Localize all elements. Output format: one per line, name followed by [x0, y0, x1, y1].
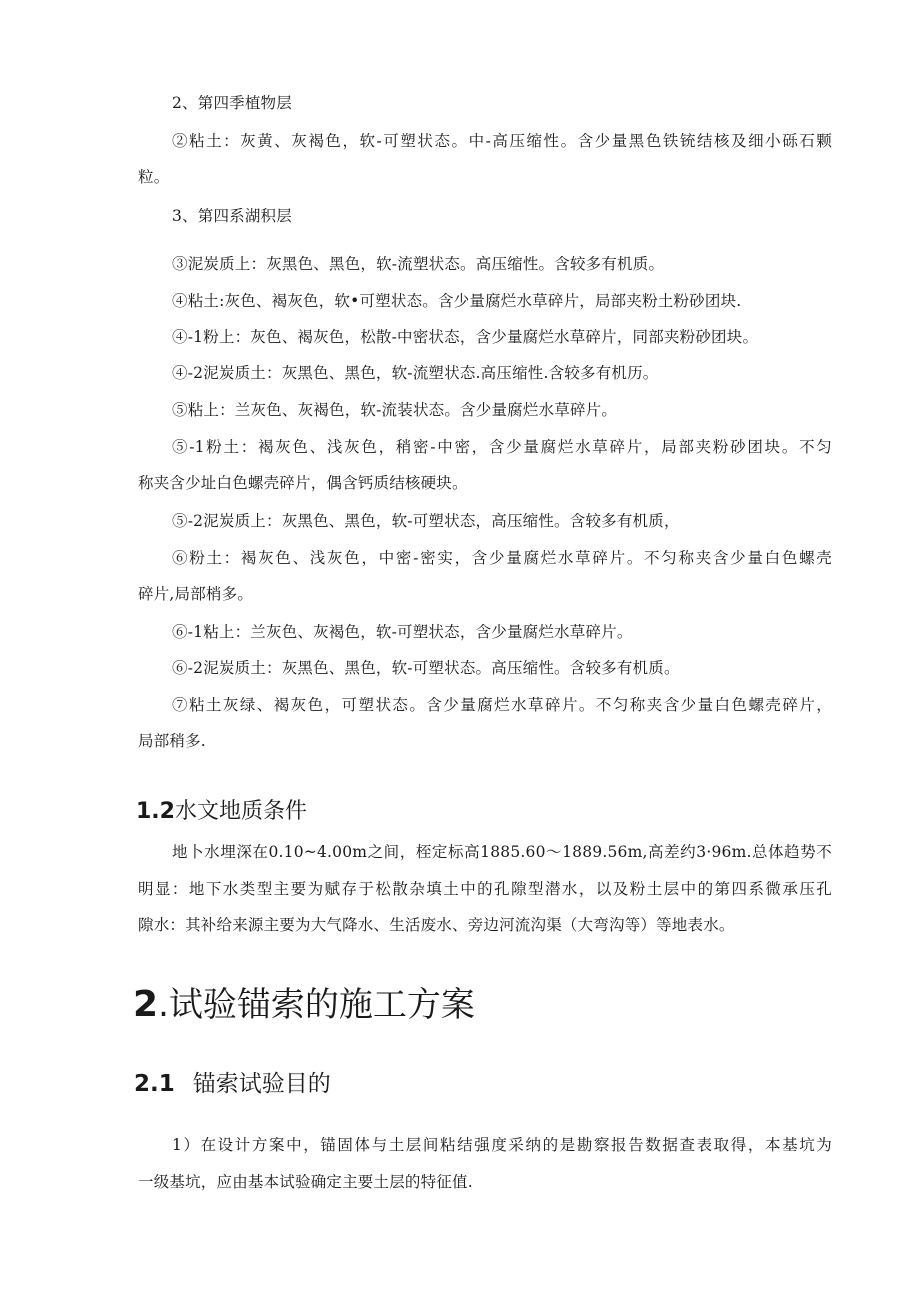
paragraph-silt-6-line1: ⑥粉土：褐灰色、浅灰色，中密-密实，含少量腐烂水草碎片。不匀称夹含少量白色螺壳 — [172, 549, 832, 567]
purpose-paragraph-line1: 1）在设计方案中，锚固体与土层间粘结强度采纳的是勘察报告数据查表取得，本基坑为 — [172, 1136, 832, 1154]
paragraph-peat-5-2: ⑤-2泥炭质上：灰黑色、黑色，软-可塑状态，高压缩性。含较多有机质， — [172, 512, 680, 530]
heading-2-1-text: 锚索试验目的 — [192, 1071, 331, 1097]
paragraph-silt-4-1: ④-1粉上：灰色、褐灰色，松散-中密状态，含少量腐烂水草碎片，同部夹粉砂团块。 — [172, 328, 759, 346]
paragraph-silt-6-line2: 碎片,局部梢多。 — [138, 585, 254, 603]
heading-1-2 — [136, 797, 307, 827]
paragraph-peat-6-2: ⑥-2泥炭质土：灰黑色、黑色，软-可塑状态。高压缩性。含较多有机质。 — [172, 659, 680, 677]
paragraph-clay-5: ⑤粘上：兰灰色、灰褐色，软-流装状态。含少量腐烂水草碎片。 — [172, 401, 618, 419]
paragraph-clay-6-1: ⑥-1粘上：兰灰色、灰褐色，软-可塑状态，含少量腐烂水草碎片。 — [172, 623, 633, 641]
paragraph-peat-3: ③泥炭质上：灰黑色、黑色，软-流塑状态。高压缩性。含较多有机质。 — [172, 255, 665, 273]
paragraph-peat-4-2: ④-2泥炭质土：灰黑色、黑色，软-流塑状态.高压缩性.含较多有机历。 — [172, 364, 659, 382]
hydro-paragraph-line3: 隙水：其补给来源主要为大气降水、生活废水、旁边河流沟渠（大弯沟等）等地表水。 — [138, 916, 735, 934]
hydro-paragraph-line2: 明显：地下水类型主要为赋存于松散杂填土中的孔隙型潜水，以及粉土层中的第四系微承压孔 — [138, 880, 832, 898]
heading-1-2-number: 1.2 — [136, 799, 175, 824]
heading-2-1 — [134, 1068, 331, 1100]
paragraph-clay-2-line2: 粒。 — [138, 168, 170, 186]
paragraph-silt-5-1-line1: ⑤-1粉土：褐灰色、浅灰色，稍密-中密，含少量腐烂水草碎片，局部夹粉砂团块。不匀 — [172, 438, 832, 456]
section-title-lacustrine-layer: 3、第四系湖积层 — [172, 207, 292, 225]
heading-2-number: 2 — [133, 984, 159, 1025]
hydro-paragraph-line1: 地卜水埋深在0.10~4.00m之间，桎定标高1885.60～1889.56m,高差约3·96m.总体趋势不 — [172, 843, 832, 861]
purpose-paragraph-line2: 一级基坑，应由基本试验确定主要土层的特征值. — [138, 1173, 473, 1191]
heading-2 — [133, 983, 475, 1027]
paragraph-silt-5-1-line2: 称夹含少址白色螺壳碎片，偶含钙质结核硬块。 — [138, 474, 468, 492]
paragraph-clay-2-line1: ②粘土：灰黄、灰褐色，软-可塑状态。中-高压缩性。含少量黑色铁铳结核及细小砾石颗 — [172, 132, 832, 150]
paragraph-clay-7-line2: 局部稍多. — [138, 732, 206, 750]
heading-2-1-number: 2.1 — [134, 1071, 175, 1097]
paragraph-clay-4: ④粘土:灰色、褐灰色，软•可塑状态。含少量腐烂水草碎片，局部夹粉土粉砂团块. — [172, 292, 742, 310]
heading-2-text: .试验锚索的施工方案 — [158, 985, 475, 1025]
section-title-plant-layer: 2、第四季植物层 — [172, 94, 292, 112]
paragraph-clay-7-line1: ⑦粘土灰绿、褐灰色，可塑状态。含少量腐烂水草碎片。不匀称夹含少量白色螺壳碎片， — [172, 696, 832, 714]
heading-1-2-text: 水文地质条件 — [174, 799, 307, 824]
